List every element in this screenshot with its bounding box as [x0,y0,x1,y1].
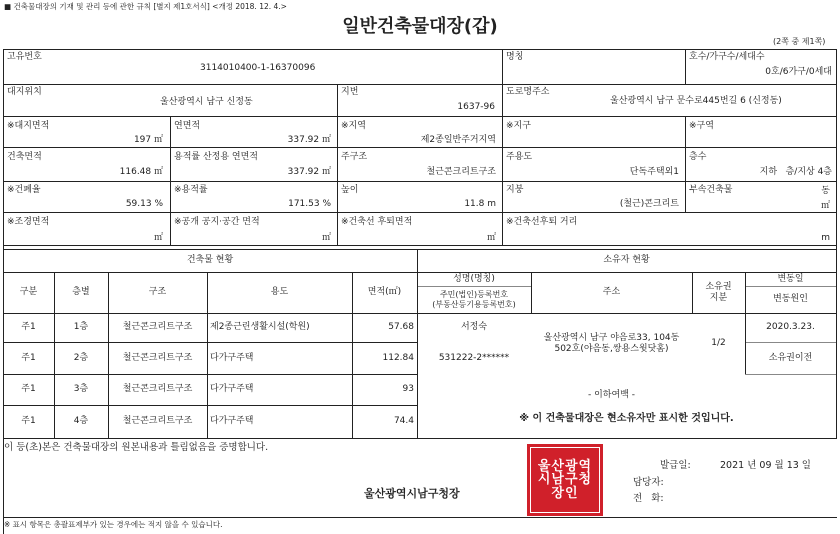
col-floor-header: 층별 [72,287,90,298]
building-area-label: 건축면적 [7,152,42,162]
table-row-1-kind: 주1 [21,322,36,333]
public-space-value: ㎡ [321,233,331,243]
zone-label: ※지역 [341,121,366,131]
owner-share: 1/2 [711,338,726,349]
col-owner-name-header: 성명(명칭) [453,273,495,284]
road-label: 도로명주소 [506,87,550,97]
table-row-4-floor: 4층 [73,416,89,427]
use-label: 주용도 [506,152,533,162]
col-use-header: 용도 [270,287,289,298]
page-number: (2쪽 중 제1쪽) [773,37,826,46]
col-address-header: 주소 [602,287,621,298]
sector-label: ※구역 [689,121,714,131]
floors-value: 지하 층/지상 4층 [759,167,832,177]
rule-note: ■ 건축물대장의 기재 및 관리 등에 관한 규칙 [별지 제1호서식] <개정 2018. 12. 4.> [4,2,287,11]
change-reason: 소유권이전 [768,352,813,363]
col-area-header: 면적(㎡) [367,287,402,298]
far-area-value: 337.92 ㎡ [287,167,331,177]
landscape-value: ㎡ [153,233,163,243]
setback-distance-label: ※건축선후퇴 거리 [506,217,578,227]
owner-name: 서정숙 [460,322,488,333]
table-row-3-kind: 주1 [21,384,36,395]
officer-label: 담당자: [633,477,664,488]
table-row-2-structure: 철근콘크리트구조 [122,352,193,363]
table-row-3-area: 93 [402,384,414,395]
current-owner-note: ※ 이 건축물대장은 현소유자만 표시한 것입니다. [519,413,734,425]
annex-label: 부속건축물 [689,185,733,195]
table-row-2-area: 112.84 [382,352,414,363]
building-area-value: 116.48 ㎡ [119,167,163,177]
table-row-4-kind: 주1 [21,416,36,427]
road-value: 울산광역시 남구 문수로445번길 6 (신정동) [610,96,782,106]
setback-distance-value: m [821,233,830,243]
issue-date-label: 발급일: [660,460,691,471]
table-row-3-use: 다가구주택 [210,384,254,395]
site-value: 울산광역시 남구 신정동 [160,97,253,107]
height-label: 높이 [341,185,359,195]
use-value: 단독주택외1 [629,167,679,177]
height-value: 11.8 m [464,199,496,209]
setback-area-label: ※건축선 후퇴면적 [341,217,413,227]
page-title: 일반건축물대장(갑) [342,16,498,37]
footnote: ※ 표시 항목은 총괄표제부가 있는 경우에는 적지 않을 수 있습니다. [4,520,223,529]
table-row-4-use: 다가구주택 [210,416,254,427]
annex-area: ㎡ [820,201,830,211]
col-owner-id-header: 주민(법인)등록번호 (부동산등기용등록번호) [432,290,516,309]
table-row-4-structure: 철근콘크리트구조 [122,416,193,427]
setback-area-value: ㎡ [486,233,496,243]
roof-value: (철근)콘크리트 [619,199,679,209]
table-row-3-structure: 철근콘크리트구조 [122,384,193,395]
col-change-date-header: 변동일 [777,273,804,284]
building-status-title: 건축물 현황 [186,255,234,266]
far-area-label: 용적률 산정용 연면적 [174,152,258,162]
annex-unit: 동 [821,186,830,196]
owner-status-title: 소유자 현황 [603,255,650,266]
bcr-value: 59.13 % [125,199,163,209]
table-row-3-floor: 3층 [73,384,89,395]
far-value: 171.53 % [288,199,331,209]
table-row-4-area: 74.4 [393,416,414,427]
phone-label: 전 화: [633,493,664,504]
structure-value: 철근콘크리트구조 [426,167,496,177]
site-label: 대지위치 [7,87,42,97]
issuer-name: 울산광역시남구청장 [364,487,460,500]
units-value: 0호/6가구/0세대 [765,67,832,77]
col-share-header: 소유권 지분 [705,282,732,303]
blank-note: - 이하여백 - [588,389,635,400]
col-kind-header: 구분 [19,287,38,298]
issue-date: 2021 년 09 월 13 일 [720,460,811,471]
certify-text: 이 등(초)본은 건축물대장의 원본내용과 틀림없음을 증명합니다. [4,442,269,453]
lot-value: 1637-96 [457,102,495,112]
floor-area-label: 연면적 [174,121,201,131]
floors-label: 층수 [689,152,707,162]
name-label: 명칭 [506,52,524,62]
table-row-1-use: 제2종근린생활시설(학원) [210,322,310,333]
structure-label: 주구조 [341,152,368,162]
change-date: 2020.3.23. [766,322,815,333]
owner-address: 울산광역시 남구 야음로33, 104동 502호(야음동,쌍용스윗닷홈) [543,333,680,354]
land-area-value: 197 ㎡ [133,135,163,145]
table-row-2-floor: 2층 [73,352,89,363]
far-label: ※용적률 [174,185,208,195]
landscape-label: ※조경면적 [7,217,50,227]
col-change-reason-header: 변동원인 [773,294,808,305]
table-row-1-area: 57.68 [388,322,414,333]
official-seal [527,444,603,516]
owner-id: 531222-2****** [438,352,510,363]
public-space-label: ※공개 공지·공간 면적 [174,217,260,227]
table-row-1-structure: 철근콘크리트구조 [122,322,193,333]
table-row-1-floor: 1층 [73,322,89,333]
unique-no: 3114010400-1-16370096 [200,63,316,73]
units-label: 호수/가구수/세대수 [689,52,765,62]
roof-label: 지붕 [506,185,524,195]
floor-area-value: 337.92 ㎡ [287,135,331,145]
col-structure-header: 구조 [148,287,167,298]
table-row-2-use: 다가구주택 [210,352,254,363]
district-label: ※지구 [506,121,531,131]
bcr-label: ※건폐율 [7,185,41,195]
table-row-2-kind: 주1 [21,352,36,363]
zone-value: 제2종일반주거지역 [420,135,496,145]
seal-text: 울산광역시남구청장인 [537,458,593,501]
lot-label: 지번 [341,87,359,97]
unique-no-label: 고유번호 [7,52,42,62]
land-area-label: ※대지면적 [7,121,50,131]
